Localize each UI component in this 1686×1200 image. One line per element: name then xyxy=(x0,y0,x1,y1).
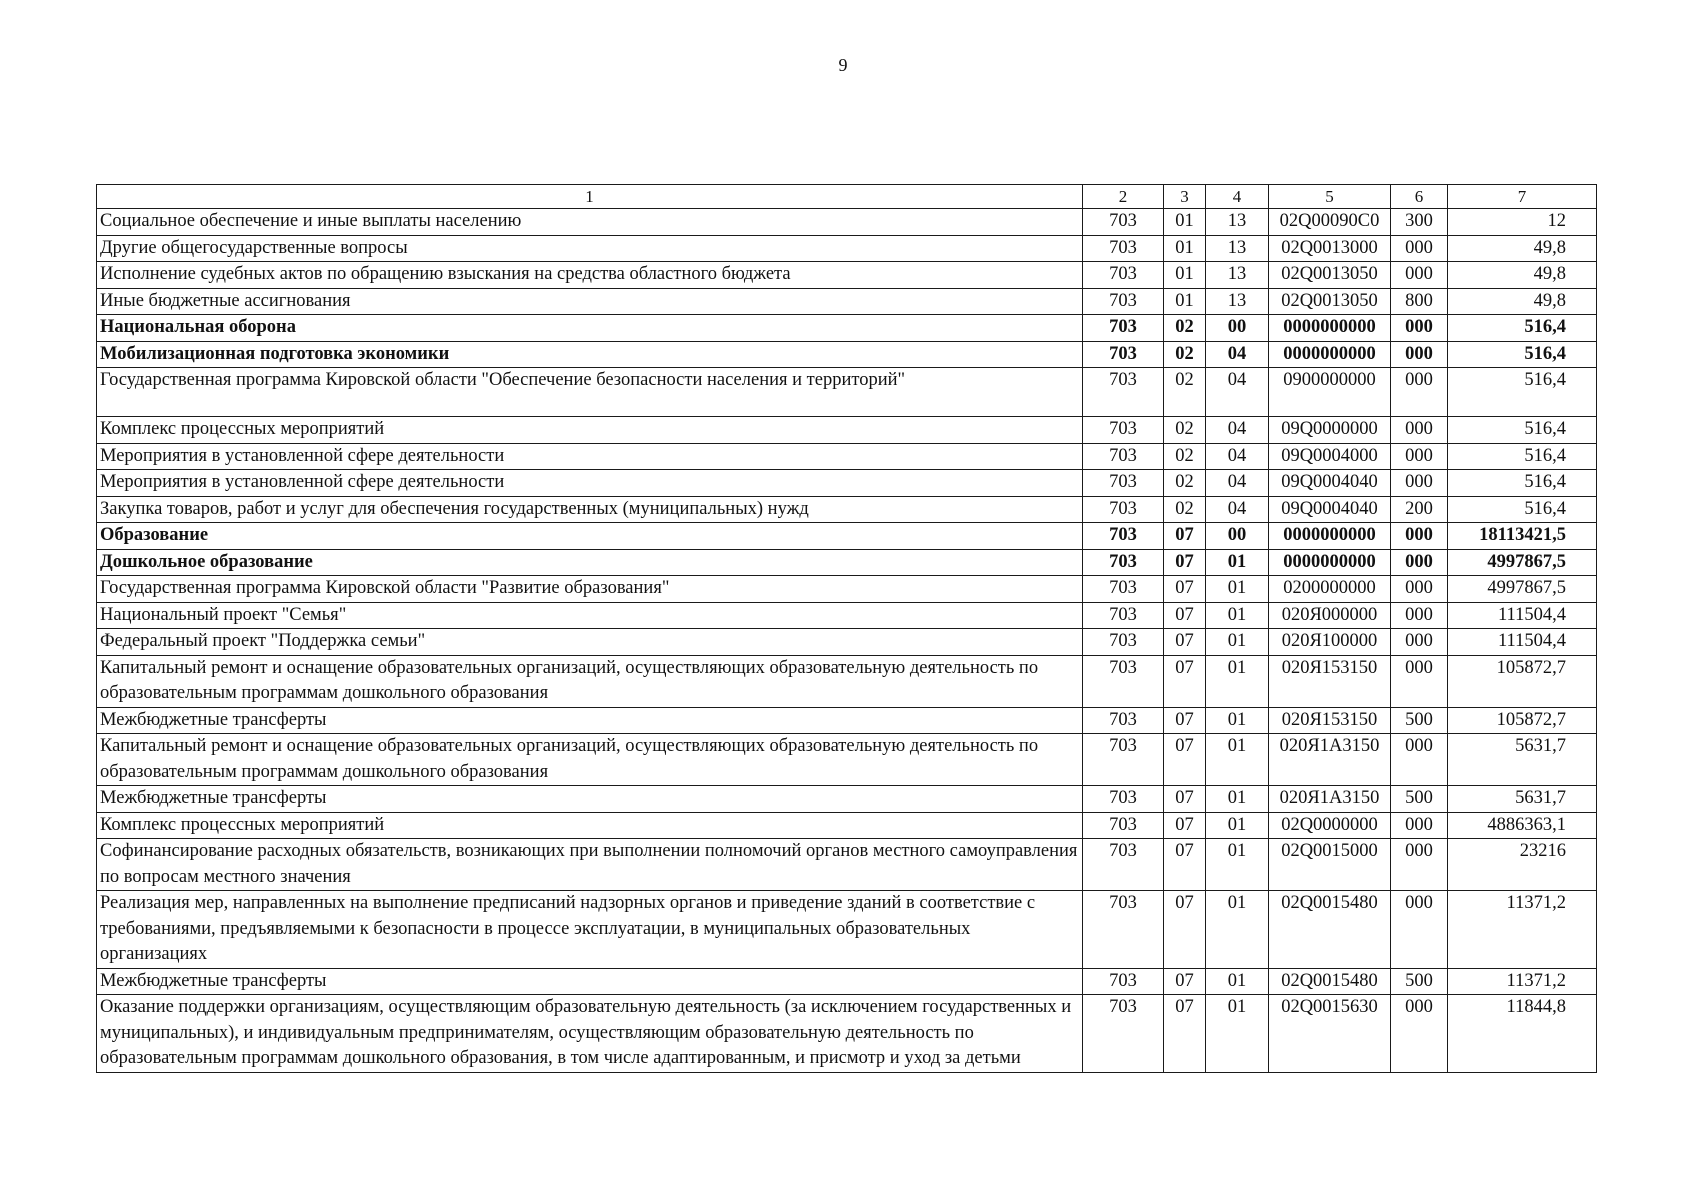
row-expense-type: 500 xyxy=(1391,707,1448,734)
row-target-article: 020Я100000 xyxy=(1269,629,1391,656)
row-subsection-code: 00 xyxy=(1206,315,1269,342)
row-expense-type: 000 xyxy=(1391,812,1448,839)
row-amount: 105872,7 xyxy=(1448,655,1597,707)
row-expense-type: 800 xyxy=(1391,288,1448,315)
row-amount: 111504,4 xyxy=(1448,629,1597,656)
row-expense-type: 000 xyxy=(1391,629,1448,656)
row-target-article: 02Q0015480 xyxy=(1269,891,1391,969)
row-expense-type: 300 xyxy=(1391,209,1448,236)
row-expense-type: 000 xyxy=(1391,995,1448,1073)
row-amount: 4886363,1 xyxy=(1448,812,1597,839)
row-target-article: 02Q00090C0 xyxy=(1269,209,1391,236)
row-target-article: 02Q0015000 xyxy=(1269,839,1391,891)
row-subsection-code: 01 xyxy=(1206,655,1269,707)
row-ministry-code: 703 xyxy=(1083,417,1164,444)
row-name: Дошкольное образование xyxy=(97,549,1083,576)
row-amount: 18113421,5 xyxy=(1448,523,1597,550)
row-name: Межбюджетные трансферты xyxy=(97,707,1083,734)
row-section-code: 07 xyxy=(1164,734,1206,786)
row-ministry-code: 703 xyxy=(1083,209,1164,236)
row-amount: 516,4 xyxy=(1448,315,1597,342)
row-ministry-code: 703 xyxy=(1083,968,1164,995)
row-subsection-code: 13 xyxy=(1206,209,1269,236)
row-name: Исполнение судебных актов по обращению взыскания на средства областного бюджета xyxy=(97,262,1083,289)
table-row xyxy=(97,812,1597,839)
table-row xyxy=(97,734,1597,786)
row-section-code: 02 xyxy=(1164,368,1206,417)
row-ministry-code: 703 xyxy=(1083,655,1164,707)
row-name: Комплекс процессных мероприятий xyxy=(97,417,1083,444)
row-amount: 105872,7 xyxy=(1448,707,1597,734)
row-amount: 516,4 xyxy=(1448,496,1597,523)
row-section-code: 07 xyxy=(1164,576,1206,603)
row-subsection-code: 01 xyxy=(1206,734,1269,786)
row-section-code: 01 xyxy=(1164,262,1206,289)
row-subsection-code: 01 xyxy=(1206,549,1269,576)
row-section-code: 02 xyxy=(1164,315,1206,342)
row-amount: 49,8 xyxy=(1448,262,1597,289)
row-section-code: 01 xyxy=(1164,209,1206,236)
row-target-article: 0000000000 xyxy=(1269,315,1391,342)
row-amount: 11844,8 xyxy=(1448,995,1597,1073)
row-expense-type: 000 xyxy=(1391,891,1448,969)
row-target-article: 02Q0000000 xyxy=(1269,812,1391,839)
row-target-article: 020Я1А3150 xyxy=(1269,734,1391,786)
row-expense-type: 000 xyxy=(1391,341,1448,368)
row-name: Государственная программа Кировской области "Обеспечение безопасности населения и территорий" xyxy=(97,368,1083,417)
row-amount: 49,8 xyxy=(1448,288,1597,315)
header-col-4: 4 xyxy=(1206,185,1269,209)
row-expense-type: 000 xyxy=(1391,576,1448,603)
row-section-code: 02 xyxy=(1164,341,1206,368)
row-subsection-code: 04 xyxy=(1206,417,1269,444)
row-ministry-code: 703 xyxy=(1083,734,1164,786)
row-ministry-code: 703 xyxy=(1083,576,1164,603)
row-ministry-code: 703 xyxy=(1083,629,1164,656)
table-row xyxy=(97,786,1597,813)
table-row xyxy=(97,470,1597,497)
row-expense-type: 000 xyxy=(1391,602,1448,629)
table-row xyxy=(97,443,1597,470)
row-expense-type: 000 xyxy=(1391,734,1448,786)
table-row xyxy=(97,891,1597,969)
row-subsection-code: 01 xyxy=(1206,576,1269,603)
budget-table xyxy=(96,184,1597,1073)
row-section-code: 02 xyxy=(1164,443,1206,470)
row-name: Закупка товаров, работ и услуг для обеспечения государственных (муниципальных) нужд xyxy=(97,496,1083,523)
table-row xyxy=(97,995,1597,1073)
row-name: Оказание поддержки организациям, осуществляющим образовательную деятельность (за исключением государственных и муниципальных), и индивидуальным предпринимателям, осуществляющим образовательную деятельность по образовательным программам дошкольного образования, в том числе адаптированным, и присмотр и уход за детьми xyxy=(97,995,1083,1073)
row-amount: 5631,7 xyxy=(1448,786,1597,813)
row-subsection-code: 01 xyxy=(1206,707,1269,734)
table-header xyxy=(97,185,1597,209)
row-target-article: 0000000000 xyxy=(1269,549,1391,576)
table-row xyxy=(97,602,1597,629)
row-target-article: 020Я1А3150 xyxy=(1269,786,1391,813)
header-row xyxy=(97,185,1597,209)
row-section-code: 01 xyxy=(1164,235,1206,262)
row-amount: 516,4 xyxy=(1448,341,1597,368)
row-target-article: 09Q0000000 xyxy=(1269,417,1391,444)
table-row xyxy=(97,496,1597,523)
table-row xyxy=(97,341,1597,368)
row-name: Мобилизационная подготовка экономики xyxy=(97,341,1083,368)
row-section-code: 07 xyxy=(1164,891,1206,969)
row-name: Капитальный ремонт и оснащение образовательных организаций, осуществляющих образовательную деятельность по образовательным программам дошкольного образования xyxy=(97,734,1083,786)
row-target-article: 0000000000 xyxy=(1269,523,1391,550)
row-amount: 111504,4 xyxy=(1448,602,1597,629)
row-ministry-code: 703 xyxy=(1083,235,1164,262)
row-section-code: 07 xyxy=(1164,995,1206,1073)
row-amount: 516,4 xyxy=(1448,470,1597,497)
table-row xyxy=(97,629,1597,656)
row-amount: 23216 xyxy=(1448,839,1597,891)
header-col-6: 6 xyxy=(1391,185,1448,209)
row-target-article: 02Q0013050 xyxy=(1269,288,1391,315)
row-amount: 516,4 xyxy=(1448,368,1597,417)
row-expense-type: 000 xyxy=(1391,443,1448,470)
row-expense-type: 000 xyxy=(1391,417,1448,444)
row-target-article: 020Я153150 xyxy=(1269,707,1391,734)
row-section-code: 07 xyxy=(1164,839,1206,891)
row-name: Другие общегосударственные вопросы xyxy=(97,235,1083,262)
row-ministry-code: 703 xyxy=(1083,602,1164,629)
row-target-article: 020Я153150 xyxy=(1269,655,1391,707)
row-expense-type: 000 xyxy=(1391,315,1448,342)
row-amount: 12 xyxy=(1448,209,1597,236)
row-section-code: 07 xyxy=(1164,602,1206,629)
row-section-code: 07 xyxy=(1164,655,1206,707)
row-subsection-code: 01 xyxy=(1206,839,1269,891)
table-row xyxy=(97,576,1597,603)
row-name: Национальный проект "Семья" xyxy=(97,602,1083,629)
row-section-code: 07 xyxy=(1164,629,1206,656)
row-name: Межбюджетные трансферты xyxy=(97,968,1083,995)
row-amount: 11371,2 xyxy=(1448,891,1597,969)
row-expense-type: 000 xyxy=(1391,549,1448,576)
row-name: Мероприятия в установленной сфере деятельности xyxy=(97,443,1083,470)
row-ministry-code: 703 xyxy=(1083,315,1164,342)
header-col-7: 7 xyxy=(1448,185,1597,209)
row-name: Реализация мер, направленных на выполнение предписаний надзорных органов и приведение зданий в соответствие с требованиями, предъявляемыми к безопасности в процессе эксплуатации, в муниципальных образовательных организациях xyxy=(97,891,1083,969)
table-row xyxy=(97,523,1597,550)
row-section-code: 02 xyxy=(1164,470,1206,497)
row-name: Социальное обеспечение и иные выплаты населению xyxy=(97,209,1083,236)
row-section-code: 07 xyxy=(1164,523,1206,550)
row-ministry-code: 703 xyxy=(1083,496,1164,523)
table-row xyxy=(97,655,1597,707)
row-amount: 5631,7 xyxy=(1448,734,1597,786)
row-target-article: 02Q0015630 xyxy=(1269,995,1391,1073)
row-target-article: 09Q0004000 xyxy=(1269,443,1391,470)
row-name: Государственная программа Кировской области "Развитие образования" xyxy=(97,576,1083,603)
row-target-article: 0000000000 xyxy=(1269,341,1391,368)
row-subsection-code: 01 xyxy=(1206,812,1269,839)
row-target-article: 09Q0004040 xyxy=(1269,496,1391,523)
row-subsection-code: 04 xyxy=(1206,470,1269,497)
row-expense-type: 000 xyxy=(1391,655,1448,707)
row-ministry-code: 703 xyxy=(1083,891,1164,969)
row-subsection-code: 04 xyxy=(1206,368,1269,417)
row-subsection-code: 13 xyxy=(1206,288,1269,315)
row-target-article: 0200000000 xyxy=(1269,576,1391,603)
table-row xyxy=(97,707,1597,734)
table-row xyxy=(97,262,1597,289)
row-subsection-code: 04 xyxy=(1206,341,1269,368)
row-subsection-code: 01 xyxy=(1206,602,1269,629)
row-expense-type: 000 xyxy=(1391,262,1448,289)
row-ministry-code: 703 xyxy=(1083,523,1164,550)
row-amount: 516,4 xyxy=(1448,443,1597,470)
row-ministry-code: 703 xyxy=(1083,549,1164,576)
row-name: Федеральный проект "Поддержка семьи" xyxy=(97,629,1083,656)
row-section-code: 07 xyxy=(1164,707,1206,734)
row-ministry-code: 703 xyxy=(1083,368,1164,417)
table-row xyxy=(97,235,1597,262)
row-target-article: 02Q0015480 xyxy=(1269,968,1391,995)
row-name: Образование xyxy=(97,523,1083,550)
row-target-article: 09Q0004040 xyxy=(1269,470,1391,497)
table-row xyxy=(97,368,1597,417)
row-name: Капитальный ремонт и оснащение образовательных организаций, осуществляющих образовательную деятельность по образовательным программам дошкольного образования xyxy=(97,655,1083,707)
row-subsection-code: 01 xyxy=(1206,891,1269,969)
row-section-code: 02 xyxy=(1164,417,1206,444)
table-row xyxy=(97,839,1597,891)
row-target-article: 0900000000 xyxy=(1269,368,1391,417)
row-section-code: 07 xyxy=(1164,812,1206,839)
row-ministry-code: 703 xyxy=(1083,839,1164,891)
row-section-code: 07 xyxy=(1164,968,1206,995)
row-subsection-code: 01 xyxy=(1206,629,1269,656)
row-name: Мероприятия в установленной сфере деятельности xyxy=(97,470,1083,497)
row-section-code: 01 xyxy=(1164,288,1206,315)
row-name: Межбюджетные трансферты xyxy=(97,786,1083,813)
table-row xyxy=(97,968,1597,995)
row-subsection-code: 00 xyxy=(1206,523,1269,550)
table-body xyxy=(97,209,1597,1073)
page-number: 9 xyxy=(838,55,848,75)
row-ministry-code: 703 xyxy=(1083,288,1164,315)
table-row xyxy=(97,315,1597,342)
row-section-code: 02 xyxy=(1164,496,1206,523)
row-expense-type: 000 xyxy=(1391,839,1448,891)
row-target-article: 02Q0013000 xyxy=(1269,235,1391,262)
row-expense-type: 500 xyxy=(1391,786,1448,813)
header-col-1: 1 xyxy=(97,185,1083,209)
row-amount: 4997867,5 xyxy=(1448,576,1597,603)
row-expense-type: 000 xyxy=(1391,470,1448,497)
row-subsection-code: 13 xyxy=(1206,235,1269,262)
row-expense-type: 000 xyxy=(1391,368,1448,417)
row-subsection-code: 04 xyxy=(1206,496,1269,523)
row-name: Иные бюджетные ассигнования xyxy=(97,288,1083,315)
row-amount: 49,8 xyxy=(1448,235,1597,262)
row-section-code: 07 xyxy=(1164,549,1206,576)
row-name: Национальная оборона xyxy=(97,315,1083,342)
row-amount: 4997867,5 xyxy=(1448,549,1597,576)
row-expense-type: 200 xyxy=(1391,496,1448,523)
header-col-2: 2 xyxy=(1083,185,1164,209)
row-amount: 516,4 xyxy=(1448,417,1597,444)
table-row xyxy=(97,209,1597,236)
row-ministry-code: 703 xyxy=(1083,262,1164,289)
row-ministry-code: 703 xyxy=(1083,786,1164,813)
row-subsection-code: 13 xyxy=(1206,262,1269,289)
row-ministry-code: 703 xyxy=(1083,707,1164,734)
row-ministry-code: 703 xyxy=(1083,812,1164,839)
row-amount: 11371,2 xyxy=(1448,968,1597,995)
table-row xyxy=(97,417,1597,444)
row-name: Софинансирование расходных обязательств, возникающих при выполнении полномочий органов местного самоуправления по вопросам местного значения xyxy=(97,839,1083,891)
row-subsection-code: 01 xyxy=(1206,995,1269,1073)
row-name: Комплекс процессных мероприятий xyxy=(97,812,1083,839)
row-ministry-code: 703 xyxy=(1083,470,1164,497)
row-expense-type: 000 xyxy=(1391,523,1448,550)
row-subsection-code: 01 xyxy=(1206,786,1269,813)
row-expense-type: 000 xyxy=(1391,235,1448,262)
row-expense-type: 500 xyxy=(1391,968,1448,995)
row-ministry-code: 703 xyxy=(1083,995,1164,1073)
row-subsection-code: 01 xyxy=(1206,968,1269,995)
row-section-code: 07 xyxy=(1164,786,1206,813)
header-col-3: 3 xyxy=(1164,185,1206,209)
table-row xyxy=(97,549,1597,576)
row-target-article: 020Я000000 xyxy=(1269,602,1391,629)
table-row xyxy=(97,288,1597,315)
header-col-5: 5 xyxy=(1269,185,1391,209)
row-ministry-code: 703 xyxy=(1083,341,1164,368)
row-target-article: 02Q0013050 xyxy=(1269,262,1391,289)
row-ministry-code: 703 xyxy=(1083,443,1164,470)
row-subsection-code: 04 xyxy=(1206,443,1269,470)
